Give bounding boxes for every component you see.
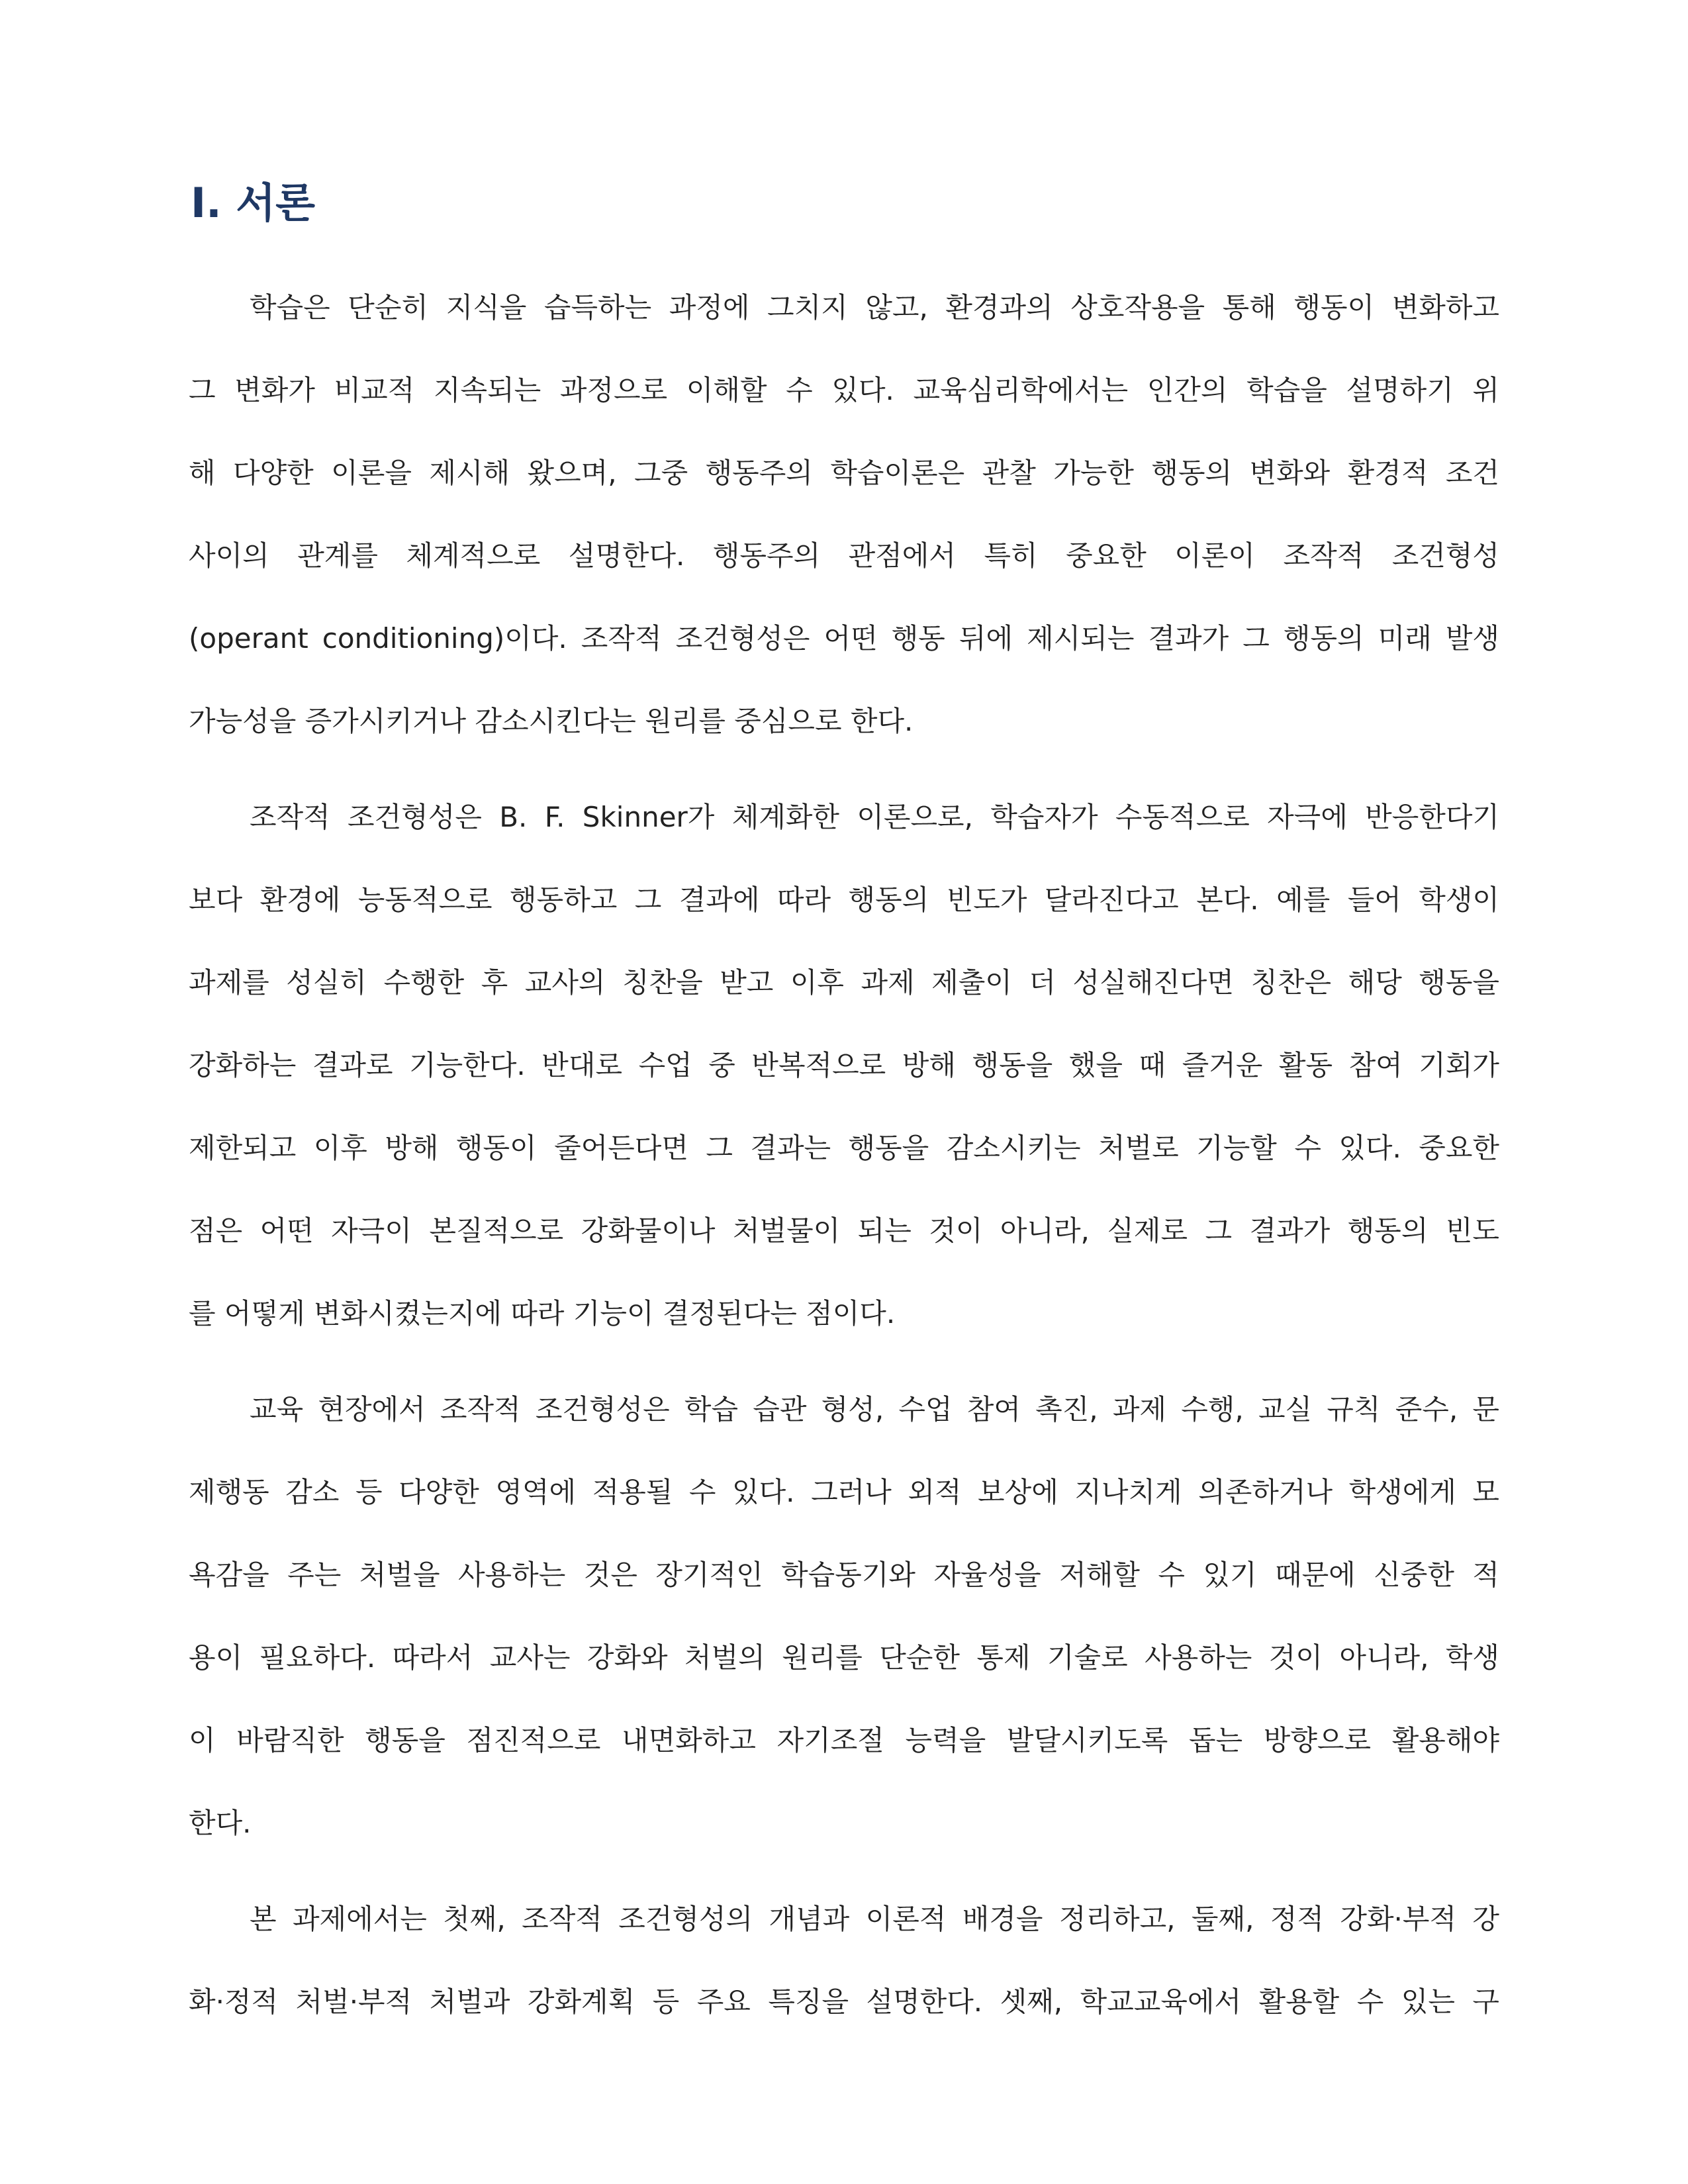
text-line: 조작적 조건형성은 B. F. Skinner가 체계화한 이론으로, 학습자가 수동적으로 자극에 반응한다기	[250, 801, 1499, 833]
text-line: 제행동 감소 등 다양한 영역에 적용될 수 있다. 그러나 외적 보상에 지나치게 의존하거나 학생에게 모	[189, 1476, 1499, 1508]
text-line: 강화하는 결과로 기능한다. 반대로 수업 중 반복적으로 방해 행동을 했을 때 즐거운 활동 참여 기회가	[189, 1049, 1499, 1081]
text-line: 이 바람직한 행동을 점진적으로 내면화하고 자기조절 능력을 발달시키도록 돕는 방향으로 활용해야	[189, 1724, 1499, 1756]
text-line: 점은 어떤 자극이 본질적으로 강화물이나 처벌물이 되는 것이 아니라, 실제로 그 결과가 행동의 빈도	[189, 1214, 1499, 1247]
text-line: 욕감을 주는 처벌을 사용하는 것은 장기적인 학습동기와 자율성을 저해할 수 있기 때문에 신중한 적	[189, 1559, 1499, 1591]
text-line: 그 변화가 비교적 지속되는 과정으로 이해할 수 있다. 교육심리학에서는 인간의 학습을 설명하기 위	[189, 374, 1499, 406]
paragraph-2	[189, 776, 1499, 1355]
text-line: 제한되고 이후 방해 행동이 줄어든다면 그 결과는 행동을 감소시키는 처벌로 기능할 수 있다. 중요한	[189, 1132, 1499, 1164]
text-line: 과제를 성실히 수행한 후 교사의 칭찬을 받고 이후 과제 제출이 더 성실해진다면 칭찬은 해당 행동을	[189, 966, 1499, 999]
text-line: 용이 필요하다. 따라서 교사는 강화와 처벌의 원리를 단순한 통제 기술로 사용하는 것이 아니라, 학생	[189, 1641, 1499, 1674]
text-line: 해 다양한 이론을 제시해 왔으며, 그중 행동주의 학습이론은 관찰 가능한 행동의 변화와 환경적 조건	[189, 457, 1499, 489]
body-text	[189, 266, 1499, 2056]
text-line: (operant conditioning)이다. 조작적 조건형성은 어떤 행동 뒤에 제시되는 결과가 그 행동의 미래 발생	[189, 622, 1499, 655]
text-line: 한다.	[189, 1807, 252, 1839]
text-line: 교육 현장에서 조작적 조건형성은 학습 습관 형성, 수업 참여 촉진, 과제 수행, 교실 규칙 준수, 문	[250, 1393, 1499, 1426]
text-line: 보다 환경에 능동적으로 행동하고 그 결과에 따라 행동의 빈도가 달라진다고 본다. 예를 들어 학생이	[189, 884, 1499, 916]
paragraph-1	[189, 266, 1499, 762]
text-line: 사이의 관계를 체계적으로 설명한다. 행동주의 관점에서 특히 중요한 이론이 조작적 조건형성	[189, 539, 1499, 572]
paragraph-3	[189, 1368, 1499, 1864]
text-line: 화·정적 처벌·부적 처벌과 강화계획 등 주요 특징을 설명한다. 셋째, 학교교육에서 활용할 수 있는 구	[189, 1985, 1499, 2018]
text-line: 학습은 단순히 지식을 습득하는 과정에 그치지 않고, 환경과의 상호작용을 통해 행동이 변화하고	[250, 291, 1499, 324]
section-heading: Ⅰ. 서론	[191, 179, 315, 227]
text-line: 가능성을 증가시키거나 감소시킨다는 원리를 중심으로 한다.	[189, 705, 914, 737]
text-line: 를 어떻게 변화시켰는지에 따라 기능이 결정된다는 점이다.	[189, 1297, 896, 1330]
text-line: 본 과제에서는 첫째, 조작적 조건형성의 개념과 이론적 배경을 정리하고, 둘째, 정적 강화·부적 강	[250, 1903, 1499, 1935]
paragraph-4	[189, 1878, 1499, 2043]
